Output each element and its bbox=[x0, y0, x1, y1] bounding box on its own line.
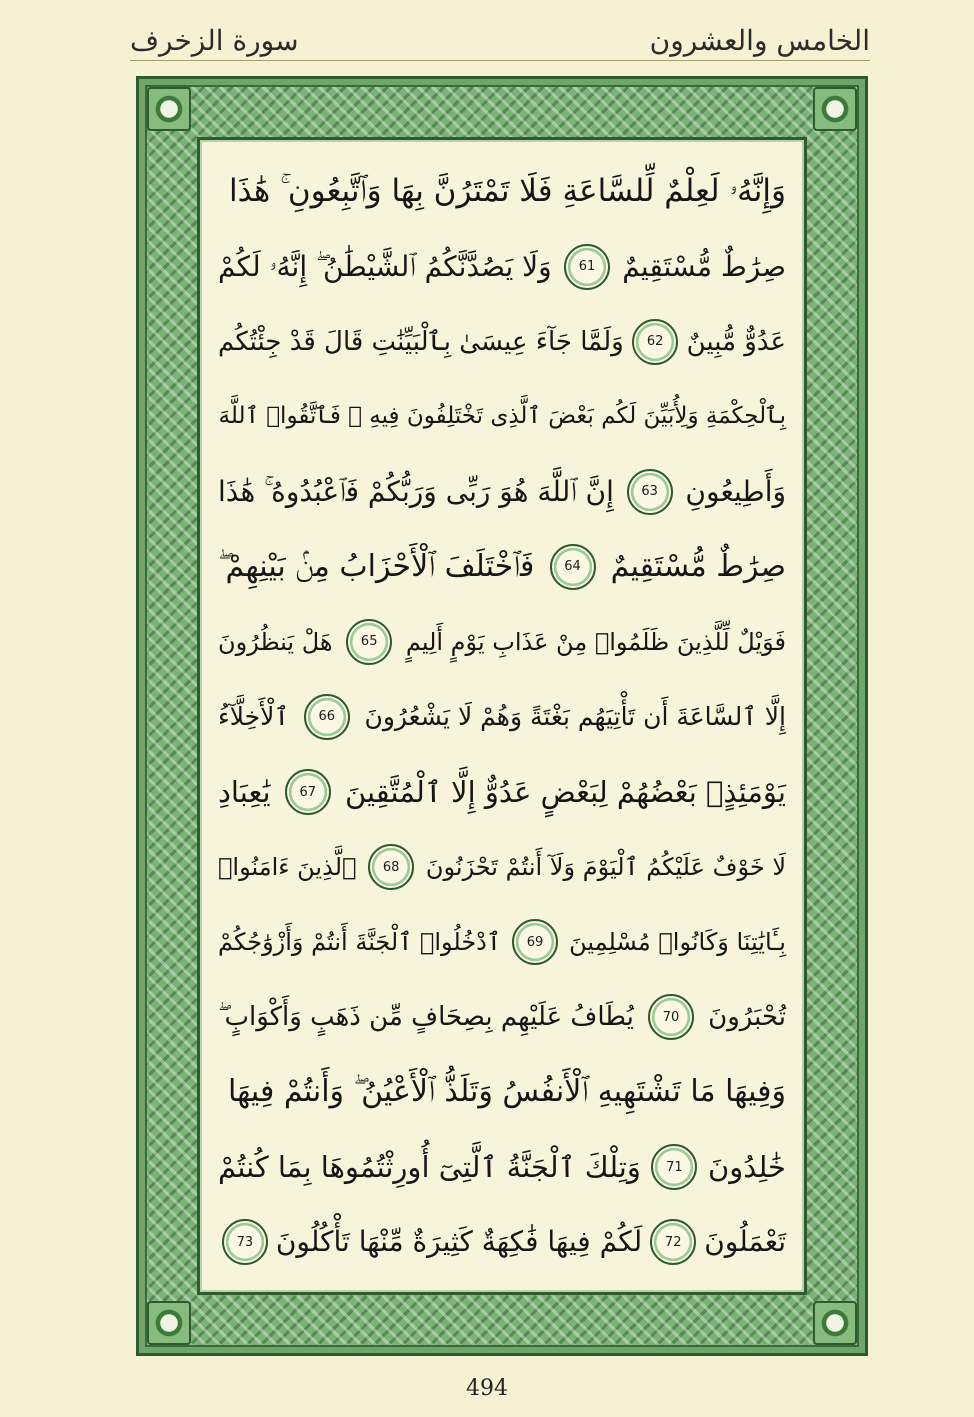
text-panel-border bbox=[197, 137, 807, 1295]
verse-line bbox=[218, 379, 786, 454]
verse-text: وَلَمَّا جَآءَ عِيسَىٰ بِٱلْبَيِّنَٰتِ قَالَ قَدْ جِئْتُكُم bbox=[218, 326, 624, 357]
verse-text: وَتِلْكَ ٱلْجَنَّةُ ٱلَّتِىٓ أُورِثْتُمُوهَا بِمَا كُنتُمْ bbox=[218, 1149, 641, 1184]
surah-name-title: سورة الزخرف bbox=[130, 24, 299, 57]
ayah-number-marker: 73 bbox=[222, 1219, 268, 1265]
verse-line bbox=[218, 980, 786, 1055]
ayah-number-marker: 72 bbox=[650, 1219, 696, 1265]
verse-text: صِرَٰطٌ مُّسْتَقِيمٌ bbox=[610, 548, 786, 584]
corner-ornament-bottom-left bbox=[147, 1301, 191, 1345]
verse-line bbox=[218, 830, 786, 905]
verse-text: يَٰعِبَادِ bbox=[218, 774, 271, 809]
verse-line bbox=[218, 1205, 786, 1280]
ayah-number-marker: 64 bbox=[550, 544, 596, 590]
ayah-number-marker: 66 bbox=[304, 694, 350, 740]
verse-text: وَلَا يَصُدَّنَّكُمُ ٱلشَّيْطَٰنُ ۖ إِنَّهُۥ لَكُمْ bbox=[218, 249, 552, 283]
ornamental-frame bbox=[136, 76, 868, 1356]
juz-name-title: الخامس والعشرون bbox=[649, 24, 870, 57]
corner-ornament-bottom-right bbox=[813, 1301, 857, 1345]
verse-text: خَٰلِدُونَ bbox=[707, 1149, 786, 1184]
verse-line bbox=[218, 755, 786, 830]
verse-text: إِنَّ ٱللَّهَ هُوَ رَبِّى وَرَبُّكُمْ فَٱعْبُدُوهُ ۚ هَٰذَا bbox=[218, 474, 614, 508]
ayah-number-marker: 68 bbox=[368, 844, 414, 890]
ayah-number-marker: 67 bbox=[285, 769, 331, 815]
verse-text: تَعْمَلُونَ bbox=[704, 1225, 786, 1259]
verse-line bbox=[218, 1130, 786, 1205]
verse-line bbox=[218, 304, 786, 379]
verse-text: يُطَافُ عَلَيْهِم بِصِحَافٍ مِّن ذَهَبٍ وَأَكْوَابٍ ۖ bbox=[218, 1002, 634, 1033]
verse-line bbox=[218, 604, 786, 679]
ayah-number-marker: 61 bbox=[564, 244, 610, 290]
verse-line bbox=[218, 229, 786, 304]
verse-text: وَفِيهَا مَا تَشْتَهِيهِ ٱلْأَنفُسُ وَتَلَذُّ ٱلْأَعْيُنُ ۖ وَأَنتُمْ فِيهَا bbox=[227, 1074, 786, 1110]
verse-text: لَكُمْ فِيهَا فَٰكِهَةٌ كَثِيرَةٌ مِّنْهَا تَأْكُلُونَ bbox=[275, 1225, 643, 1259]
verse-text: فَٱخْتَلَفَ ٱلْأَحْزَابُ مِنۢ بَيْنِهِمْ ۖ bbox=[218, 548, 535, 584]
verse-text: إِلَّا ٱلسَّاعَةَ أَن تَأْتِيَهُم بَغْتَةً وَهُمْ لَا يَشْعُرُونَ bbox=[364, 702, 786, 732]
page-header bbox=[130, 14, 870, 66]
quran-text-panel bbox=[200, 140, 804, 1292]
verse-text: هَلْ يَنظُرُونَ bbox=[218, 627, 333, 656]
verse-line bbox=[218, 1055, 786, 1130]
verse-text: عَدُوٌّ مُّبِينٌ bbox=[686, 326, 786, 357]
page-number: 494 bbox=[466, 1376, 508, 1401]
ayah-number-marker: 65 bbox=[346, 619, 392, 665]
verse-text: ٱلْأَخِلَّآءُ bbox=[218, 702, 290, 732]
ayah-number-marker: 69 bbox=[512, 919, 558, 965]
verse-text: بِٱلْحِكْمَةِ وَلِأُبَيِّنَ لَكُم بَعْضَ ٱلَّذِى تَخْتَلِفُونَ فِيهِ ۖ فَٱتَّقُوا۟ ٱللَّهَ bbox=[218, 403, 786, 430]
header-rule bbox=[130, 60, 870, 61]
verse-line bbox=[218, 679, 786, 754]
verse-lines bbox=[218, 154, 786, 1280]
verse-line bbox=[218, 454, 786, 529]
verse-text: ٱلَّذِينَ ءَامَنُوا۟ bbox=[218, 853, 357, 882]
ayah-number-marker: 63 bbox=[627, 469, 673, 515]
verse-line bbox=[218, 154, 786, 229]
verse-text: بِـَٔايَٰتِنَا وَكَانُوا۟ مُسْلِمِينَ bbox=[569, 928, 786, 957]
verse-text: صِرَٰطٌ مُّسْتَقِيمٌ bbox=[622, 249, 786, 283]
verse-text: لَا خَوْفٌ عَلَيْكُمُ ٱلْيَوْمَ وَلَآ أَنتُمْ تَحْزَنُونَ bbox=[425, 853, 786, 882]
verse-text: وَإِنَّهُۥ لَعِلْمٌ لِّلسَّاعَةِ فَلَا تَمْتَرُنَّ بِهَا وَٱتَّبِعُونِ ۚ هَٰذَا bbox=[228, 173, 786, 210]
verse-text: ٱدْخُلُوا۟ ٱلْجَنَّةَ أَنتُمْ وَأَزْوَٰجُكُمْ bbox=[218, 928, 501, 957]
ayah-number-marker: 62 bbox=[632, 319, 678, 365]
ayah-number-marker: 70 bbox=[648, 994, 694, 1040]
ayah-number-marker: 71 bbox=[651, 1144, 697, 1190]
verse-text: فَوَيْلٌ لِّلَّذِينَ ظَلَمُوا۟ مِنْ عَذَابِ يَوْمٍ أَلِيمٍ bbox=[405, 627, 786, 656]
verse-line bbox=[218, 905, 786, 980]
corner-ornament-top-right bbox=[813, 87, 857, 131]
verse-text: وَأَطِيعُونِ bbox=[685, 474, 786, 508]
corner-ornament-top-left bbox=[147, 87, 191, 131]
verse-text: يَوْمَئِذٍۭ بَعْضُهُمْ لِبَعْضٍ عَدُوٌّ إِلَّا ٱلْمُتَّقِينَ bbox=[344, 774, 786, 809]
verse-text: تُحْبَرُونَ bbox=[708, 1002, 786, 1033]
verse-line bbox=[218, 529, 786, 604]
